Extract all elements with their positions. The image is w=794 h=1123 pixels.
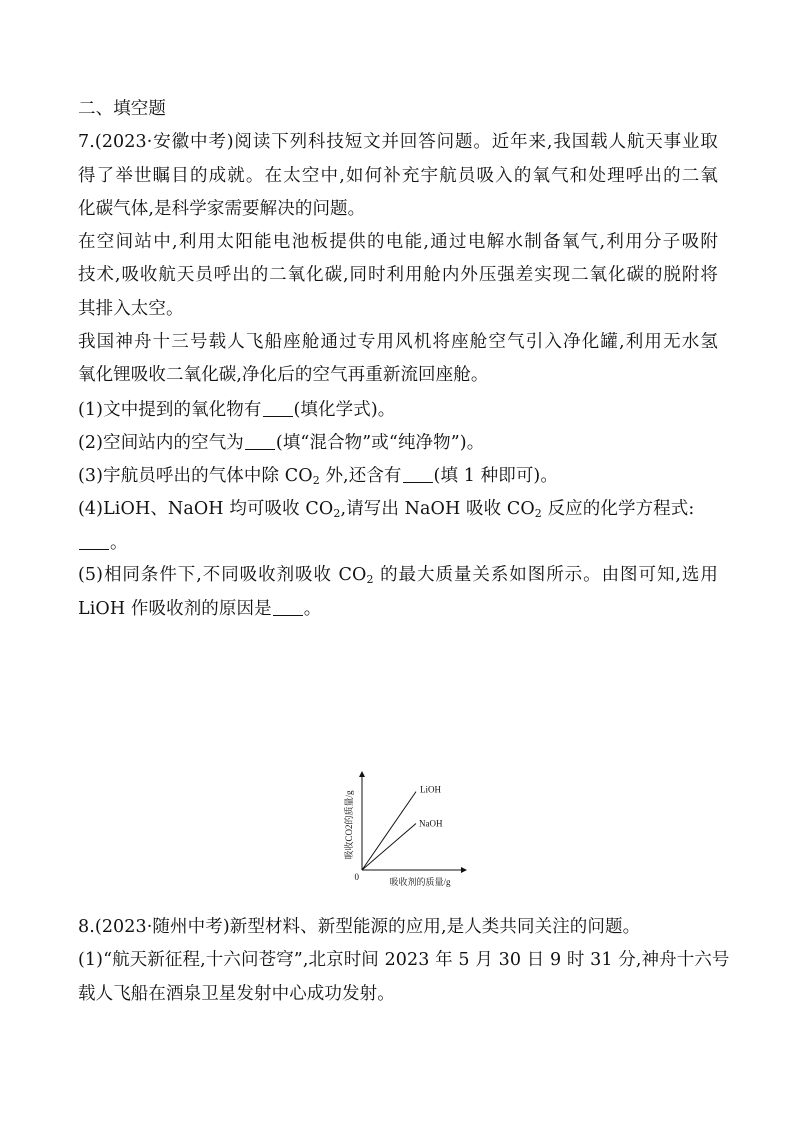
answer-blank[interactable] (79, 531, 109, 550)
q7-sub3 (78, 464, 718, 486)
y-axis-label: 吸收CO2的质量/g (344, 790, 354, 860)
series-label-lioh: LiOH (420, 784, 441, 795)
q7-para2-line-1: 在空间站中,利用太阳能电池板提供的电能,通过电解水制备氧气,利用分子吸附 (78, 232, 718, 253)
absorption-chart (340, 766, 480, 892)
q7-sub4-line-1 (78, 498, 718, 520)
q7-sub3-text-before: (3)宇航员呼出的气体中除 CO (78, 466, 313, 487)
q7-intro-line-2: 得了举世瞩目的成就。在太空中,如何补充宇航员吸入的氧气和处理呼出的二氧 (78, 165, 718, 186)
q7-sub2 (78, 431, 718, 453)
q7-sub5-text-a: (5)相同条件下,不同吸收剂吸收 CO (78, 565, 367, 586)
q7-para2-line-3: 其排入太空。 (78, 298, 184, 319)
q7-sub4-text-c: 反应的化学方程式: (541, 498, 695, 519)
q7-para3-line-1: 我国神舟十三号载人飞船座舱通过专用风机将座舱空气引入净化罐,利用无水氢 (78, 332, 718, 353)
q7-sub3-text-mid: 外,还含有 (319, 466, 402, 487)
q7-intro-line-1: 7.(2023·安徽中考)阅读下列科技短文并回答问题。近年来,我国载人航天事业取 (78, 132, 718, 153)
q7-sub2-text-before: (2)空间站内的空气为 (78, 432, 244, 453)
q7-sub4-line-2 (78, 531, 718, 553)
q7-sub1-text-after: (填化学式)。 (293, 399, 396, 420)
answer-blank[interactable] (245, 431, 275, 450)
q8-block (78, 916, 730, 1016)
subscript: 2 (366, 573, 374, 587)
answer-blank[interactable] (403, 464, 433, 483)
answer-blank[interactable] (263, 398, 293, 417)
x-axis-label: 吸收剂的质量/g (389, 877, 451, 887)
q7-sub4-text-b: ,请写出 NaOH 吸收 CO (340, 498, 535, 519)
answer-blank[interactable] (273, 597, 303, 616)
q7-sub4-text-a: (4)LiOH、NaOH 均可吸收 CO (78, 498, 334, 519)
section-title: 二、填空题 (78, 99, 166, 119)
q7-sub5-line-1 (78, 564, 718, 586)
q7-para2-line-2: 技术,吸收航天员呼出的二氧化碳,同时利用舱内外压强差实现二氧化碳的脱附将 (78, 265, 718, 286)
subscript: 2 (534, 506, 542, 520)
worksheet-page (78, 98, 718, 631)
q8-intro: 8.(2023·随州中考)新型材料、新型能源的应用,是人类共同关注的问题。 (78, 917, 641, 937)
q8-sub1-line-2: 载人飞船在酒泉卫星发射中心成功发射。 (78, 983, 395, 1004)
q7-intro-line-3: 化碳气体,是科学家需要解决的问题。 (78, 198, 366, 219)
origin-label: 0 (354, 872, 359, 882)
q7-sub1 (78, 398, 718, 420)
subscript: 2 (333, 506, 341, 520)
q7-sub3-text-after: (填 1 种即可)。 (433, 466, 558, 487)
series-label-naoh: NaOH (419, 818, 443, 829)
q7-sub5-text-c: LiOH 作吸收剂的原因是 (78, 599, 272, 620)
chart-svg (340, 766, 480, 892)
subscript: 2 (312, 474, 320, 488)
q7-sub4-end: 。 (110, 532, 128, 553)
q7-sub5-text-b: 的最大质量关系如图所示。由图可知,选用 (373, 565, 718, 586)
q7-sub2-text-after: (填“混合物”或“纯净物”)。 (275, 432, 485, 453)
q7-para3-line-2: 氧化锂吸收二氧化碳,净化后的空气再重新流回座舱。 (78, 365, 489, 386)
q7-sub5-line-2 (78, 597, 718, 619)
q7-sub5-end: 。 (303, 599, 322, 620)
q7-sub1-text-before: (1)文中提到的氧化物有 (78, 399, 262, 420)
q8-sub1-line-1: (1)“航天新征程,十六问苍穹”,北京时间 2023 年 5 月 30 日 9 时 31 分,神舟十六号 (78, 950, 730, 971)
